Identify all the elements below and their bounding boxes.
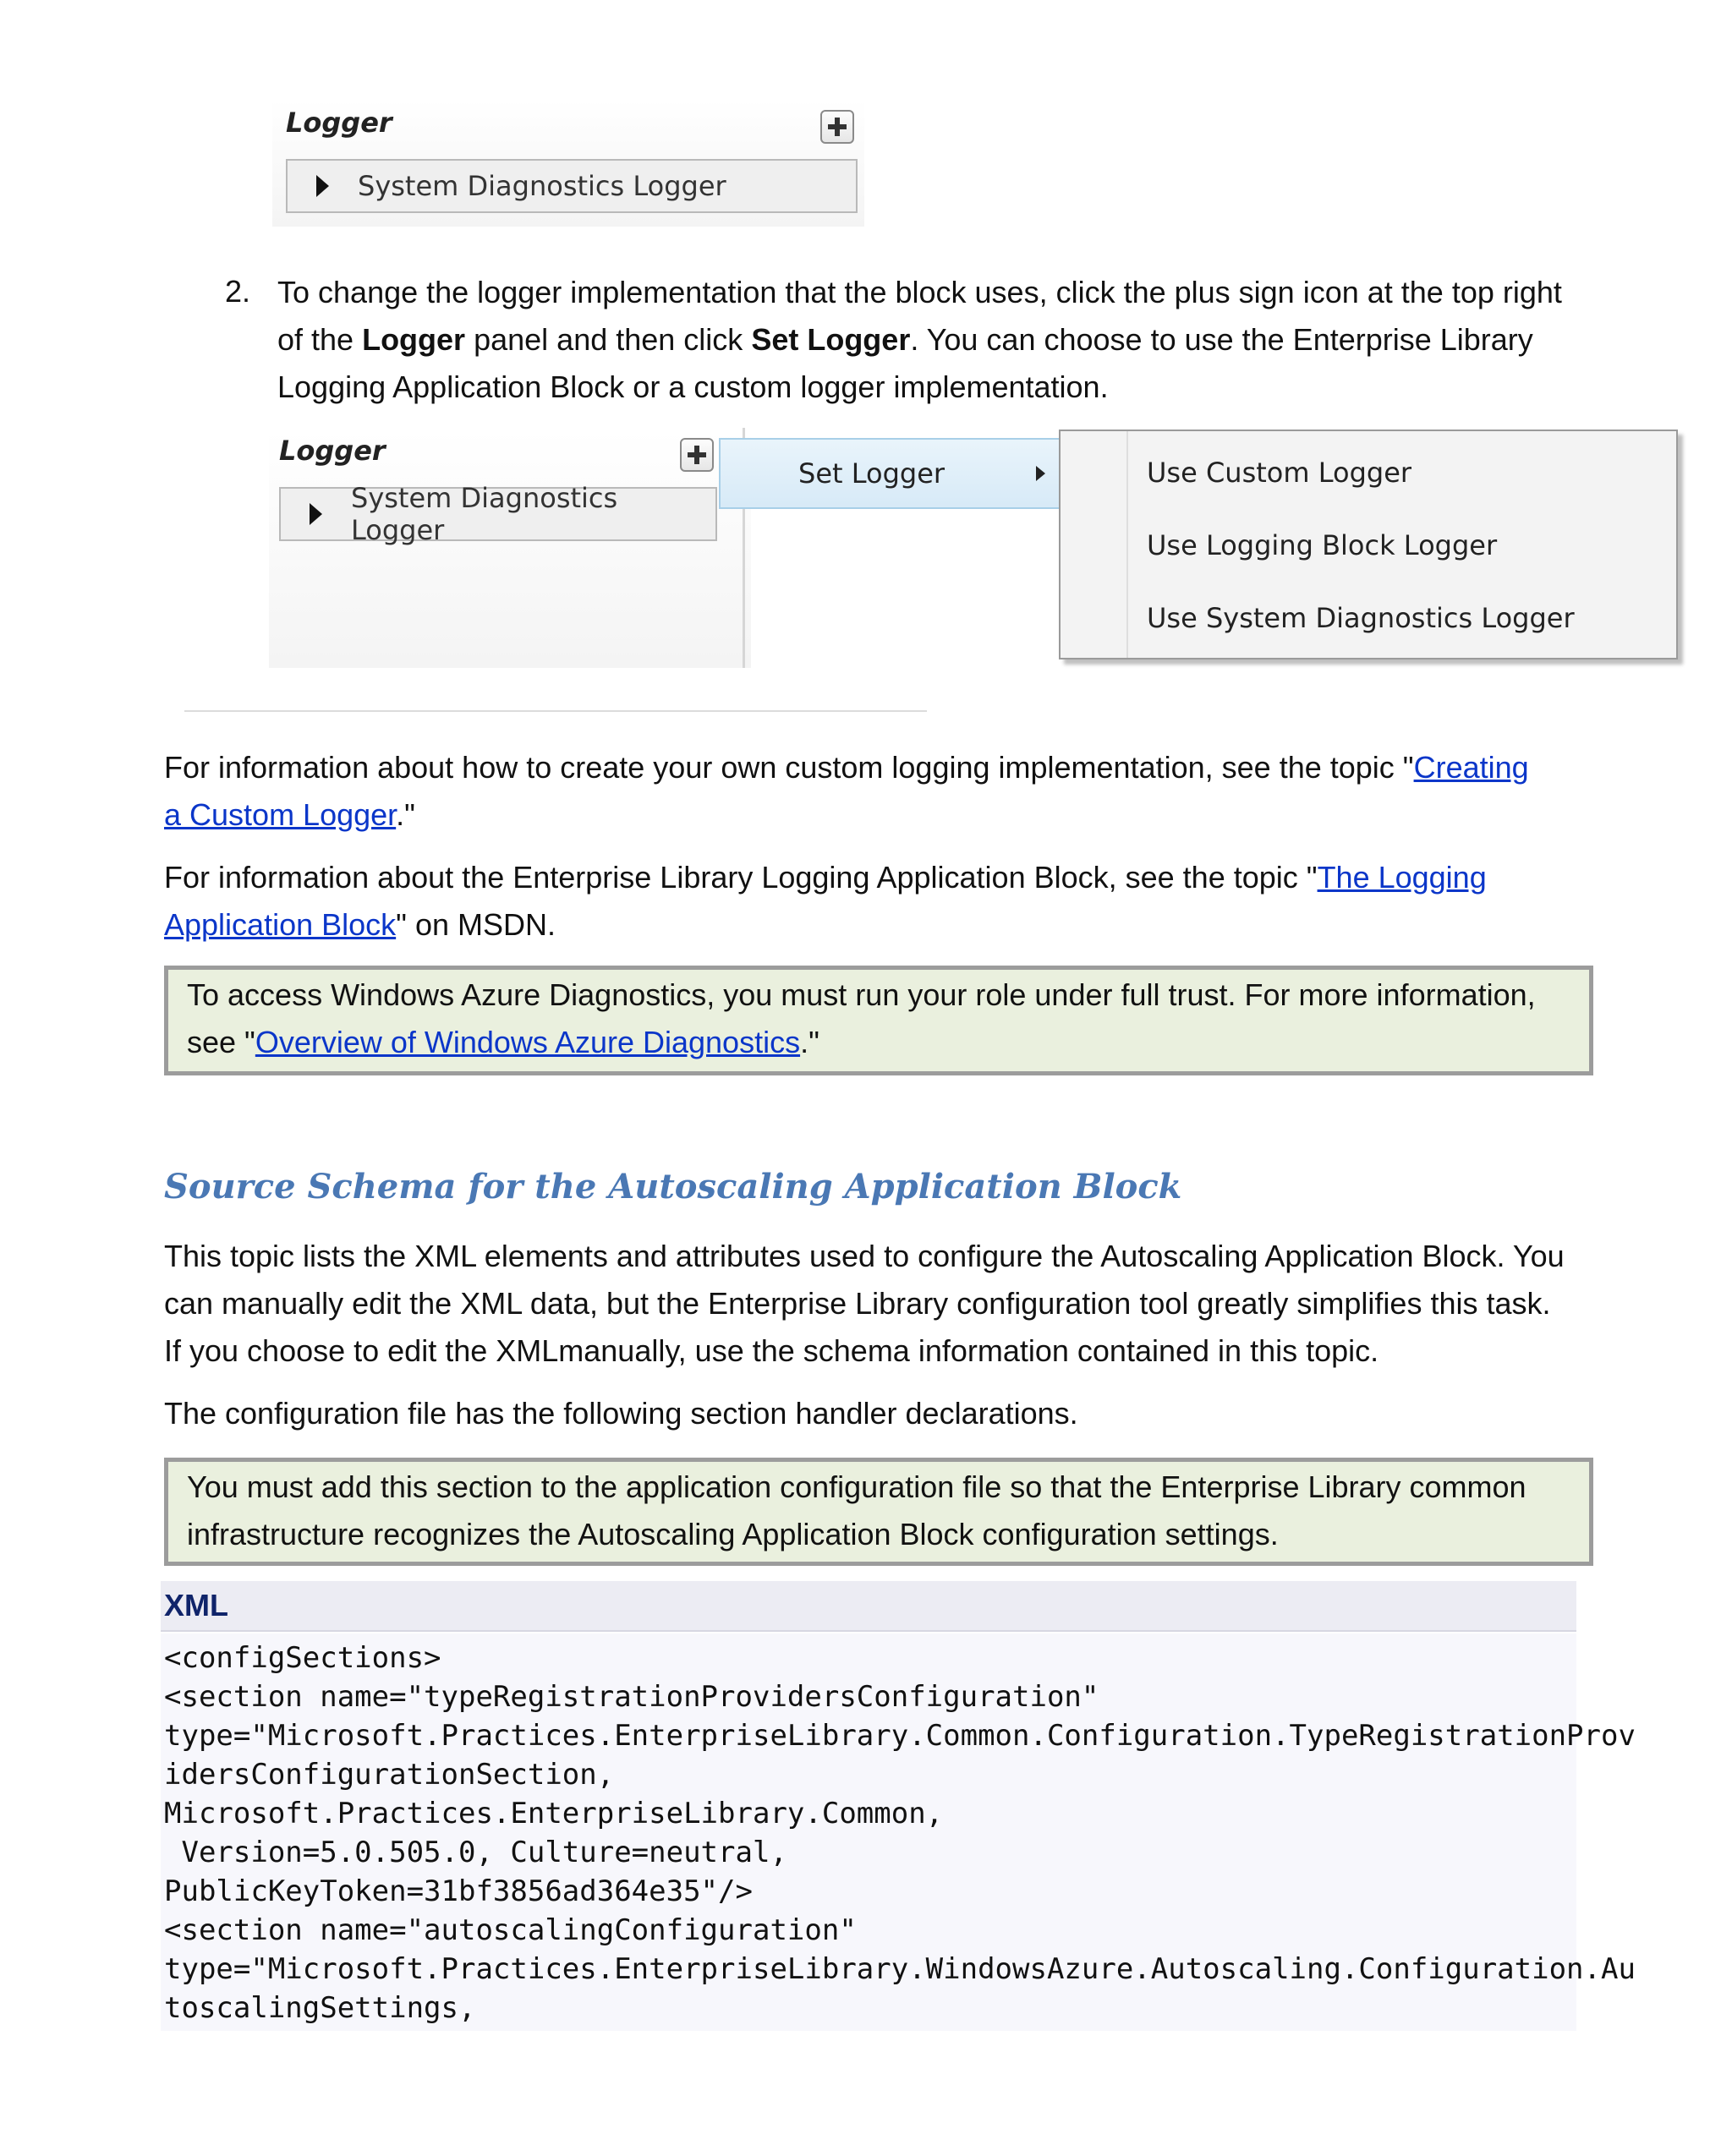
use-logging-block-logger-item[interactable]: Use Logging Block Logger xyxy=(1147,529,1498,561)
logger-row-label: System Diagnostics Logger xyxy=(351,482,618,546)
set-logger-label: Set Logger xyxy=(798,457,945,490)
list-number: 2. xyxy=(225,274,251,309)
creating-custom-logger-link[interactable]: a Custom Logger xyxy=(164,797,397,832)
logger-panel-title: Logger xyxy=(279,435,386,467)
step2-text xyxy=(277,269,1597,411)
divider xyxy=(184,710,927,712)
step2-line2: of the Logger panel and then click Set Logger. You can choose to use the Enterprise Library xyxy=(277,322,1533,357)
xml-code-block: <configSections> <section name="typeRegistrationProvidersConfiguration" type="Microsoft.Practices.EnterpriseLibrary.Common.Configuration.TypeRegistrationProv idersConfigurationSection, Microsoft.Practices.EnterpriseLibrary.Common, Version=5.0.505.0, Culture=neutral, PublicKeyToken=31bf3856ad364e35"/> <section name="autoscalingConfiguration" type="Microsoft.Practices.EnterpriseLibrary.WindowsAzure.Autoscaling.Configuration.Au toscalingSettings, xyxy=(161,1633,1576,2031)
submenu-arrow-icon xyxy=(1036,466,1045,481)
logging-application-block-link[interactable]: The Logging xyxy=(1317,860,1487,895)
logger-panel-title: Logger xyxy=(286,107,392,139)
set-logger-menu-item[interactable] xyxy=(719,438,1064,509)
section-heading: Source Schema for the Autoscaling Application Block xyxy=(164,1167,1182,1207)
system-diagnostics-logger-row[interactable] xyxy=(279,482,717,546)
section-note: You must add this section to the application configuration file so that the Enterprise Library common infrastructure recognizes the Autoscaling Application Block configuration settings. xyxy=(164,1458,1593,1566)
add-logger-button[interactable] xyxy=(680,438,714,472)
custom-logger-paragraph: For information about how to create your own custom logging implementation, see the topic "Creating a Custom Logger." xyxy=(164,750,1529,832)
submenu-gutter xyxy=(1061,431,1128,658)
step2-line1: To change the logger implementation that the block uses, click the plus sign icon at the top right xyxy=(277,275,1562,309)
intro-paragraph: This topic lists the XML elements and attributes used to configure the Autoscaling Application Block. You can manually edit the XML data, but the Enterprise Library configuration tool greatly simplifies this task. If you choose to edit the XMLmanually, use the schema information contained in this topic. xyxy=(164,1239,1565,1368)
config-paragraph: The configuration file has the following section handler declarations. xyxy=(164,1396,1078,1431)
azure-diagnostics-overview-link[interactable]: Overview of Windows Azure Diagnostics xyxy=(255,1025,801,1059)
logging-application-block-link[interactable]: Application Block xyxy=(164,907,397,942)
system-diagnostics-logger-row[interactable] xyxy=(286,159,858,213)
expand-triangle-icon[interactable] xyxy=(310,503,322,525)
plus-icon xyxy=(826,116,848,138)
use-custom-logger-item[interactable]: Use Custom Logger xyxy=(1147,457,1412,489)
logger-row-label: System Diagnostics Logger xyxy=(358,170,726,202)
expand-triangle-icon[interactable] xyxy=(316,175,329,197)
set-logger-submenu xyxy=(1059,430,1678,659)
use-system-diagnostics-logger-item[interactable]: Use System Diagnostics Logger xyxy=(1147,602,1575,634)
xml-code-header: XML xyxy=(161,1581,1576,1632)
step2-line3: Logging Application Block or a custom logger implementation. xyxy=(277,369,1109,404)
creating-custom-logger-link[interactable]: Creating xyxy=(1413,750,1529,785)
trust-note: To access Windows Azure Diagnostics, you must run your role under full trust. For more information, see "Overview of Windows Azure Diagnostics." xyxy=(164,966,1593,1075)
add-logger-button[interactable] xyxy=(820,110,854,144)
logging-block-paragraph: For information about the Enterprise Library Logging Application Block, see the topic "The Logging Application Block" on MSDN. xyxy=(164,860,1487,942)
plus-icon xyxy=(686,444,708,466)
